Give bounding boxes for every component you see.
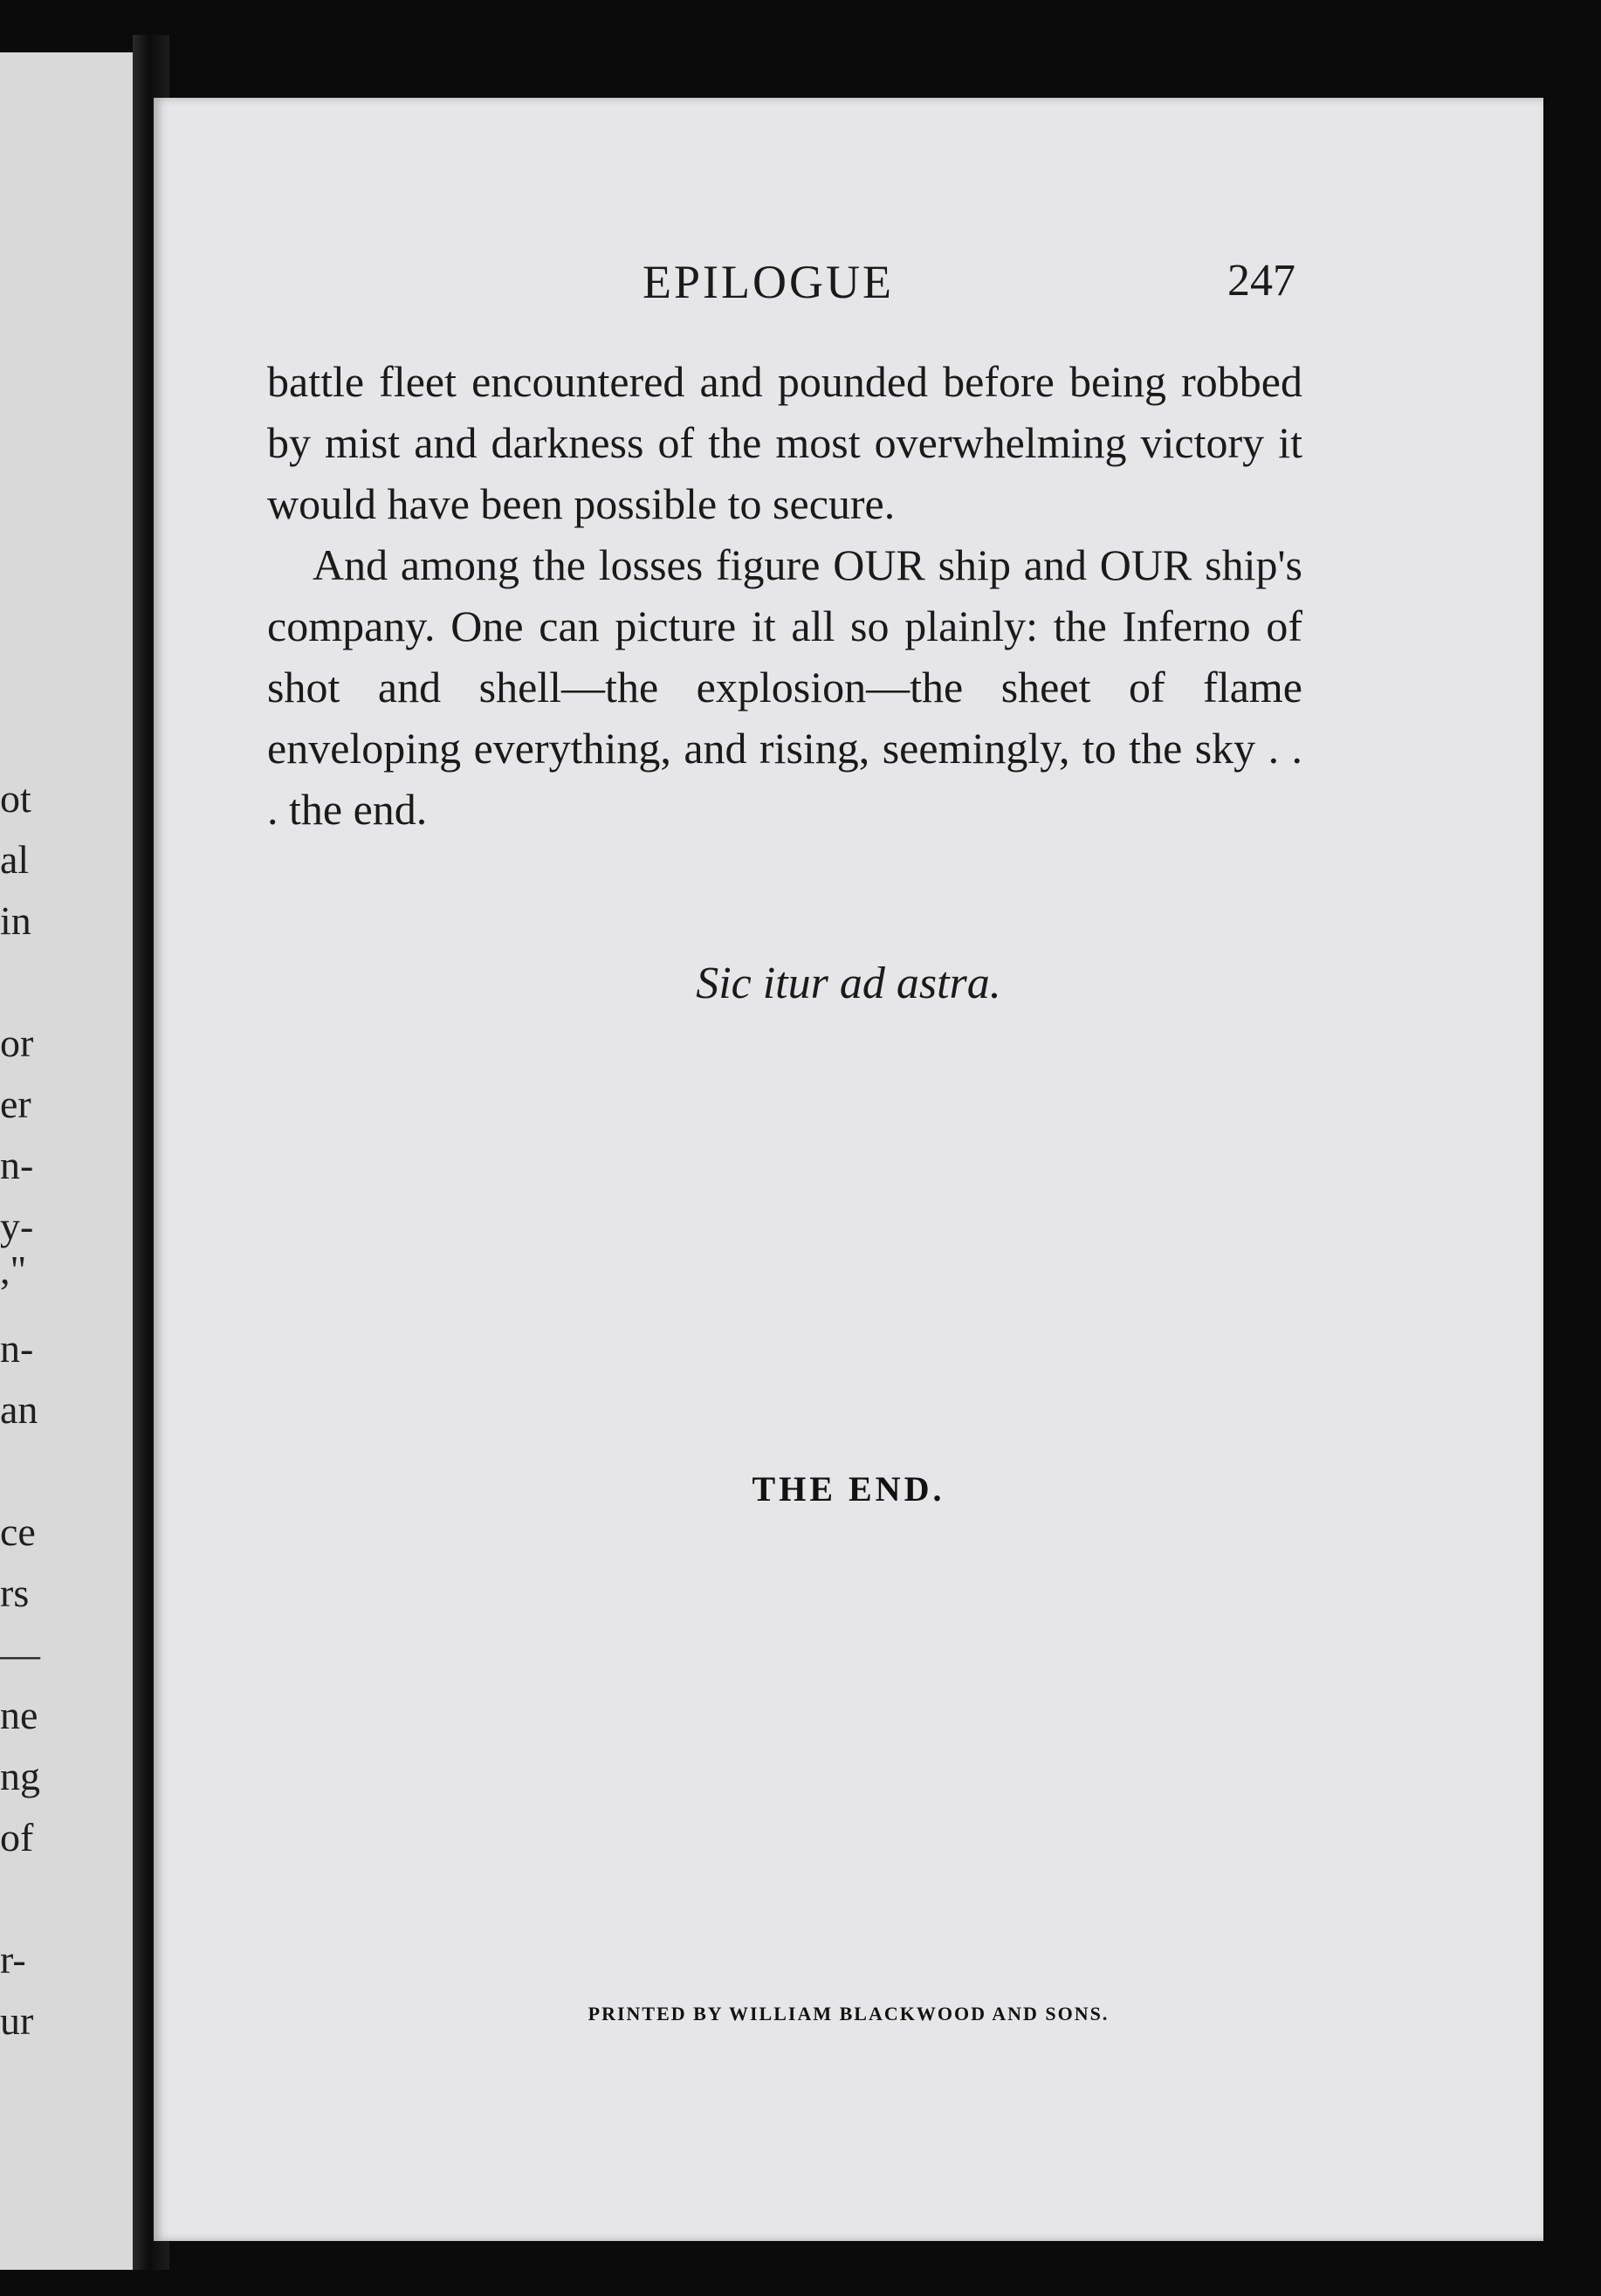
facing-page-line: y- <box>0 1204 34 1248</box>
latin-motto: Sic itur ad astra. <box>696 959 1001 1008</box>
facing-page-line: or <box>0 1021 34 1065</box>
the-end-heading: THE END. <box>752 1469 945 1509</box>
facing-page-fragment <box>0 52 147 2270</box>
facing-page-line: ce <box>0 1509 36 1554</box>
book-page <box>154 98 1543 2241</box>
facing-page-line: ng <box>0 1754 40 1798</box>
facing-page-line: n- <box>0 1143 34 1187</box>
facing-page-line: ne <box>0 1693 38 1737</box>
facing-page-line: al <box>0 837 30 882</box>
paragraph: And among the losses figure OUR ship and OUR ship's company. One can picture it all so plainly: the Inferno of shot and shell—the explosion—the sheet of flame enveloping everything, and rising, seemingly, to the sky . . . the end. <box>267 540 1302 834</box>
paragraph: battle fleet encountered and pounded before being robbed by mist and darkness of the most overwhelming victory it would have been possible to secure. <box>267 357 1302 528</box>
facing-page-line: in <box>0 898 31 943</box>
facing-page-line: an <box>0 1387 38 1432</box>
facing-page-line: rs <box>0 1571 30 1615</box>
facing-page-line: n- <box>0 1326 34 1371</box>
facing-page-line: — <box>0 1632 40 1676</box>
facing-page-line: ur <box>0 1998 34 2043</box>
facing-page-line: of <box>0 1815 34 1859</box>
facing-page-line: ," <box>0 1248 27 1292</box>
page-number: 247 <box>1227 256 1295 306</box>
facing-page-line: r- <box>0 1937 26 1982</box>
facing-page-line: er <box>0 1082 31 1126</box>
facing-page-line: ot <box>0 776 31 821</box>
running-head: EPILOGUE <box>642 256 894 308</box>
body-text <box>267 351 1302 840</box>
printer-colophon: PRINTED BY WILLIAM BLACKWOOD AND SONS. <box>587 2003 1110 2024</box>
